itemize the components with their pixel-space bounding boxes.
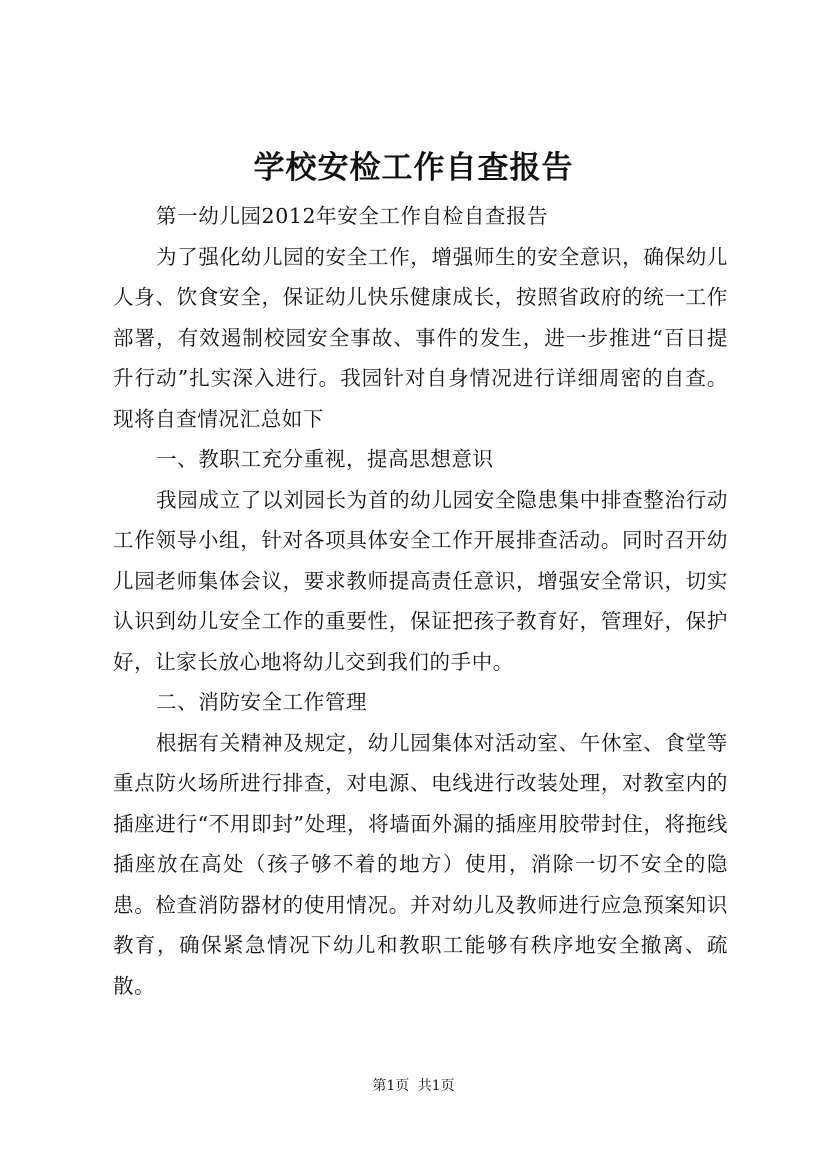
section-paragraph-1: 我园成立了以刘园长为首的幼儿园安全隐患集中排查整治行动工作领导小组，针对各项具体安全工作开展排查活动。同时召开幼儿园老师集体会议，要求教师提高责任意识，增强安全常识，切实认识到幼儿安全工作的重要性，保证把孩子教育好，管理好，保护好，让家长放心地将幼儿交到我们的手中。	[113, 487, 728, 674]
page-total: 共1页	[417, 1078, 455, 1094]
document-title: 学校安检工作自查报告	[253, 150, 574, 186]
section-paragraph-2: 根据有关精神及规定，幼儿园集体对活动室、午休室、食堂等重点防火场所进行排查，对电源、电线进行改装处理，对教室内的插座进行“不用即封”处理，将墙面外漏的插座用胶带封住，将拖线插座放在高处（孩子够不着的地方）使用，消除一切不安全的隐患。检查消防器材的使用情况。并对幼儿及教师进行应急预案知识教育，确保紧急情况下幼儿和教职工能够有秩序地安全撤离、疏散。	[113, 730, 728, 998]
section-heading-1: 一、教职工充分重视，提高思想意识	[156, 447, 494, 471]
page-footer	[0, 1076, 827, 1096]
document-body	[113, 196, 728, 1006]
page-number: 第1页	[372, 1078, 410, 1094]
section-heading-2: 二、消防安全工作管理	[156, 690, 368, 714]
report-subtitle: 第一幼儿园2012年安全工作自检自查报告	[156, 204, 549, 228]
intro-paragraph: 为了强化幼儿园的安全工作，增强师生的安全意识，确保幼儿人身、饮食安全，保证幼儿快乐健康成长，按照省政府的统一工作部署，有效遏制校园安全事故、事件的发生，进一步推进“百日提升行动”扎实深入进行。我园针对自身情况进行详细周密的自查。现将自查情况汇总如下	[113, 244, 728, 431]
